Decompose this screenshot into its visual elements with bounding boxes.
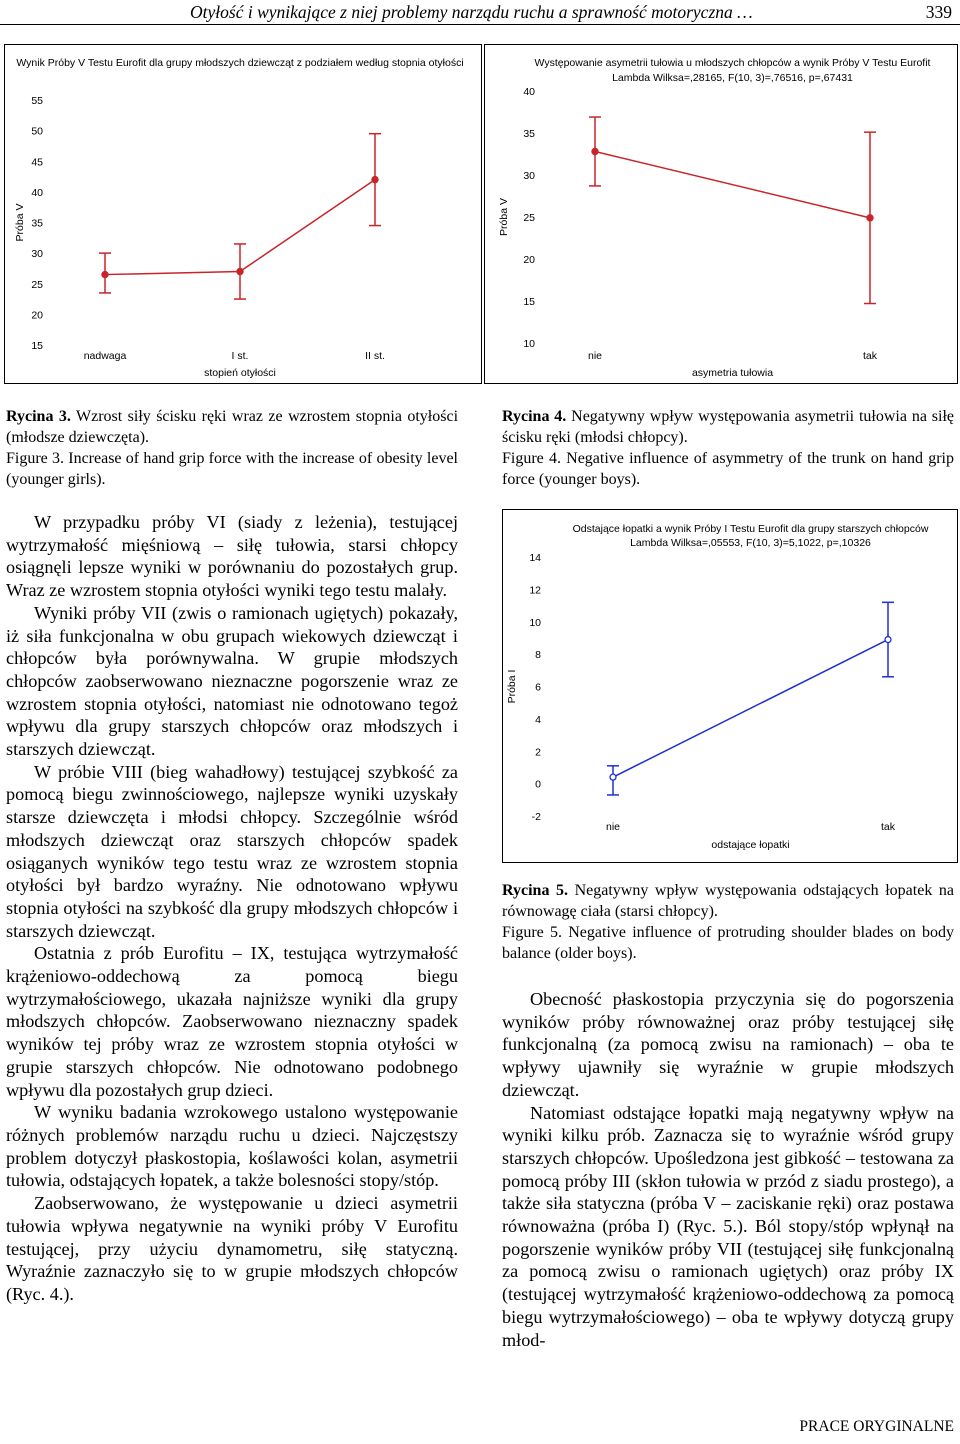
y-tick-label: 40	[523, 86, 535, 98]
y-tick-label: 10	[529, 616, 541, 629]
y-axis-label: Próba V	[14, 203, 26, 242]
y-tick-label: 40	[31, 186, 43, 199]
chart-title: Wynik Próby V Testu Eurofit dla grupy młodszych dziewcząt z podziałem według stopnia otyłości	[16, 57, 464, 69]
caption-fig3-en: Figure 3. Increase of hand grip force with the increase of obesity level (younger girls).	[6, 450, 458, 488]
footer-label: PRACE ORYGINALNE	[799, 1418, 954, 1435]
y-tick-label: 8	[535, 649, 541, 662]
y-tick-label: 45	[31, 156, 43, 169]
y-tick-label: 35	[523, 128, 535, 140]
x-axis-label: stopień otyłości	[204, 367, 276, 379]
x-tick-label: tak	[880, 821, 896, 833]
data-point	[102, 271, 108, 277]
x-tick-label: nadwaga	[83, 350, 127, 362]
chart-fig5-svg	[503, 510, 957, 862]
paragraph: Zaobserwowano, że występowanie u dzieci asymetrii tułowia wpływa negatywnie na wyniki próby V Eurofitu testującej, przy użyciu dynamometru, siłę statyczną. Wyraźnie zaznaczyło się to w grupie młodszych chłopców (Ryc. 4.).	[6, 1193, 458, 1304]
caption-fig4-label: Rycina 4.	[502, 408, 567, 425]
data-point	[610, 774, 616, 780]
y-tick-label: 4	[535, 713, 541, 726]
paragraph: Obecność płaskostopia przyczynia się do pogorszenia wyników próby równoważnej oraz próby testującej siłę funkcjonalną (za pomocą zwisu na ramionach) – oba te wpływy ujawniły się wyraźnie w grupie młodszych dziewcząt.	[502, 989, 954, 1100]
left-column	[6, 511, 458, 1306]
paragraph: W przypadku próby VI (siady z leżenia), testującej wytrzymałość mięśniową – siłę tułowia, starsi chłopcy osiągnęli lepsze wyniki w porównaniu do pozostałych grup. Wraz ze wzrostem stopnia otyłości wyniki tego testu malały.	[6, 512, 458, 601]
x-axis-label: odstające łopatki	[711, 839, 790, 851]
y-axis-label: Próba V	[498, 198, 510, 236]
y-tick-label: 30	[31, 248, 43, 261]
paragraph: W wyniku badania wzrokowego ustalono występowanie różnych problemów narządu ruchu u dzieci. Najczęstszy problem dotyczył płaskostopia, koślawości kolan, asymetrii tułowia, odstających łopatek, a także bolesności stopy/stóp.	[6, 1102, 458, 1191]
caption-fig5	[502, 880, 954, 964]
caption-fig5-label: Rycina 5.	[502, 882, 569, 899]
data-point	[885, 637, 891, 643]
chart-fig3-svg	[5, 45, 481, 383]
x-tick-label: I st.	[231, 350, 249, 362]
running-title: Otyłość i wynikające z niej problemy narządu ruchu a sprawność motoryczna …	[190, 2, 753, 22]
caption-fig3	[6, 406, 458, 490]
chart-fig3	[4, 44, 482, 384]
x-axis-label: asymetria tułowia	[691, 367, 774, 379]
y-tick-label: 25	[31, 278, 43, 291]
series-line	[613, 640, 888, 778]
running-header	[0, 0, 960, 25]
data-point	[592, 148, 598, 154]
y-tick-label: -2	[531, 811, 541, 823]
data-point	[372, 176, 378, 182]
chart-title: Występowanie asymetrii tułowia u młodszych chłopców a wynik Próby V Testu Eurofit	[534, 57, 931, 69]
y-tick-label: 2	[535, 746, 541, 759]
y-tick-label: 15	[523, 296, 535, 308]
x-tick-label: nie	[587, 350, 603, 362]
y-tick-label: 15	[31, 340, 43, 352]
y-tick-label: 35	[31, 217, 43, 230]
caption-fig4-en: Figure 4. Negative influence of asymmetry of the trunk on hand grip force (younger boys).	[502, 450, 954, 488]
chart-fig4	[484, 44, 958, 384]
chart-fig4-svg	[485, 45, 957, 383]
x-tick-label: nie	[605, 821, 621, 833]
caption-fig5-en: Figure 5. Negative influence of protruding shoulder blades on body balance (older boys).	[502, 924, 954, 962]
y-tick-label: 6	[535, 681, 541, 694]
caption-fig5-pl: Negatywny wpływ występowania odstających łopatek na równowagę ciała (starsi chłopcy).	[502, 882, 955, 920]
data-point	[867, 215, 873, 221]
page-number: 339	[925, 2, 952, 22]
paragraph: Wyniki próby VII (zwis o ramionach ugiętych) pokazały, iż siła funkcjonalna w obu grupach wiekowych dziewcząt i chłopców była porównywalna. W grupie młodszych chłopców zaobserwowano nieznaczne pogorszenie wraz ze wzrostem stopnia otyłości, natomiast nie odnotowano tegoż wpływu dla grupy starszych chłopców oraz młodszych i starszych dziewcząt.	[6, 602, 458, 760]
x-tick-label: II st.	[365, 350, 385, 362]
paragraph: Ostatnia z prób Eurofitu – IX, testująca wytrzymałość krążeniowo-oddechową za pomocą biegu wytrzymałościowego, ukazała najniższe wyniki dla grupy młodszych chłopców. Zaobserwowano nieznaczny spadek wyników tej próby wraz ze wzrostem stopnia otyłości w grupie starszych chłopców. Nie odnotowano podobnego wpływu dla pozostałych grup dzieci.	[6, 943, 458, 1100]
y-tick-label: 25	[523, 212, 535, 224]
series-line	[595, 151, 870, 217]
chart-title: Odstające łopatki a wynik Próby I Testu Eurofit dla grupy starszych chłopców	[572, 523, 929, 535]
paragraph: Natomiast odstające łopatki mają negatywny wpływ na wyniki kilku prób. Zaznacza się to wyraźnie wśród grupy starszych chłopców. Upośledzona jest gibkość – testowana za pomocą próby III (skłon tułowia w przód z siadu prostego), a także siła statyczna (próba V – zaciskanie ręki) oraz postawa równoważna (próba I) (Ryc. 5.). Ból stopy/stóp wpłynął na pogorszenie wyników próby VII (testującej siłę funkcjonalną za pomocą zwisu o ramionach ugiętych) oraz próby IX (testującej wytrzymałość krążeniowo-oddechową za pomocą biegu wytrzymałościowego) – oba te wpływy dotyczą grupy młod-	[502, 1102, 954, 1350]
caption-fig4-pl: Negatywny wpływ występowania asymetrii tułowia na siłę ścisku ręki (młodsi chłopcy).	[502, 408, 954, 446]
y-tick-label: 20	[523, 254, 535, 266]
x-tick-label: tak	[862, 350, 878, 362]
chart-subtitle: Lambda Wilksa=,05553, F(10, 3)=5,1022, p=,10326	[630, 537, 871, 549]
y-tick-label: 10	[523, 338, 535, 350]
y-tick-label: 14	[529, 552, 541, 564]
y-tick-label: 0	[535, 778, 541, 791]
y-tick-label: 50	[31, 125, 43, 138]
data-point	[237, 268, 243, 274]
y-axis-label: Próba I	[506, 669, 518, 704]
y-tick-label: 12	[529, 584, 541, 597]
caption-fig4	[502, 406, 954, 490]
caption-fig3-pl: Wzrost siły ścisku ręki wraz ze wzrostem stopnia otyłości (młodsze dziewczęta).	[6, 408, 459, 446]
y-tick-label: 30	[523, 170, 535, 182]
caption-fig3-label: Rycina 3.	[6, 408, 71, 425]
y-tick-label: 20	[31, 309, 43, 322]
right-column	[502, 988, 954, 1351]
chart-fig5	[502, 509, 958, 863]
y-tick-label: 55	[31, 95, 43, 107]
paragraph: W próbie VIII (bieg wahadłowy) testującej szybkość za pomocą biegu zwinnościowego, najlepsze wyniki uzyskały starsze dziewczęta i młodsi chłopcy. Szczególnie wśród młodszych dziewcząt oraz starszych chłopców spadek osiąganych wyników tego testu wraz ze wzrostem stopnia otyłości był bardzo wyraźny. Nie odnotowano wpływu stopnia otyłości na szybkość dla grupy młodszych chłopców i starszych dziewcząt.	[6, 761, 458, 941]
chart-subtitle: Lambda Wilksa=,28165, F(10, 3)=,76516, p=,67431	[612, 72, 853, 84]
